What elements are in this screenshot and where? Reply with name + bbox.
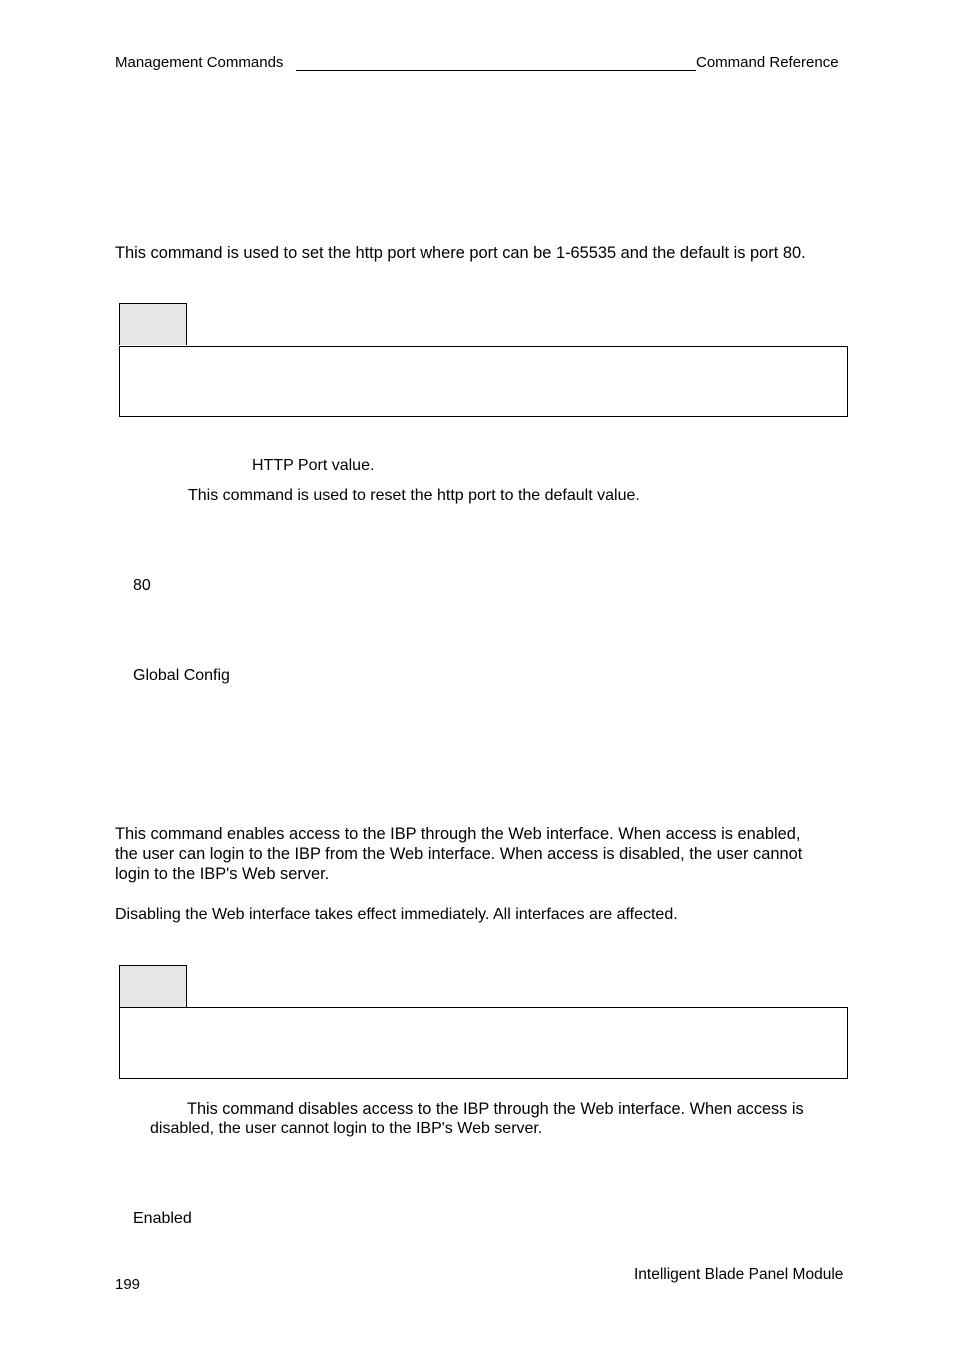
web-access-no-form-line: This command disables access to the IBP through the Web interface. When access is	[187, 1100, 804, 1118]
header-rule	[296, 70, 696, 71]
web-access-note: Disabling the Web interface takes effect immediately. All interfaces are affected.	[115, 906, 678, 923]
http-port-description: This command is used to set the http port where port can be 1-65535 and the default is port 80.	[115, 244, 806, 262]
syntax-format-tab	[119, 965, 187, 1007]
web-access-description-line: login to the IBP's Web server.	[115, 865, 330, 883]
footer-product-name: Intelligent Blade Panel Module	[634, 1266, 844, 1283]
web-access-default-value: Enabled	[133, 1210, 192, 1227]
header-left-title: Management Commands	[115, 54, 284, 71]
syntax-format-box	[119, 1007, 848, 1079]
header-right-title: Command Reference	[696, 54, 839, 71]
web-access-no-form-line: disabled, the user cannot login to the IBP's Web server.	[150, 1120, 543, 1137]
syntax-format-tab	[119, 303, 187, 345]
web-access-description-line: the user can login to the IBP from the Web interface. When access is disabled, the user cannot	[115, 845, 803, 863]
web-access-description	[115, 824, 855, 884]
http-port-default-value: 80	[133, 577, 151, 594]
web-access-description-line: This command enables access to the IBP through the Web interface. When access is enabled,	[115, 825, 801, 843]
page-number: 199	[115, 1276, 141, 1293]
http-port-no-form-description: This command is used to reset the http port to the default value.	[188, 487, 640, 504]
http-port-command-mode: Global Config	[133, 667, 230, 684]
syntax-format-box	[119, 346, 848, 417]
http-port-param-description: HTTP Port value.	[252, 457, 375, 474]
